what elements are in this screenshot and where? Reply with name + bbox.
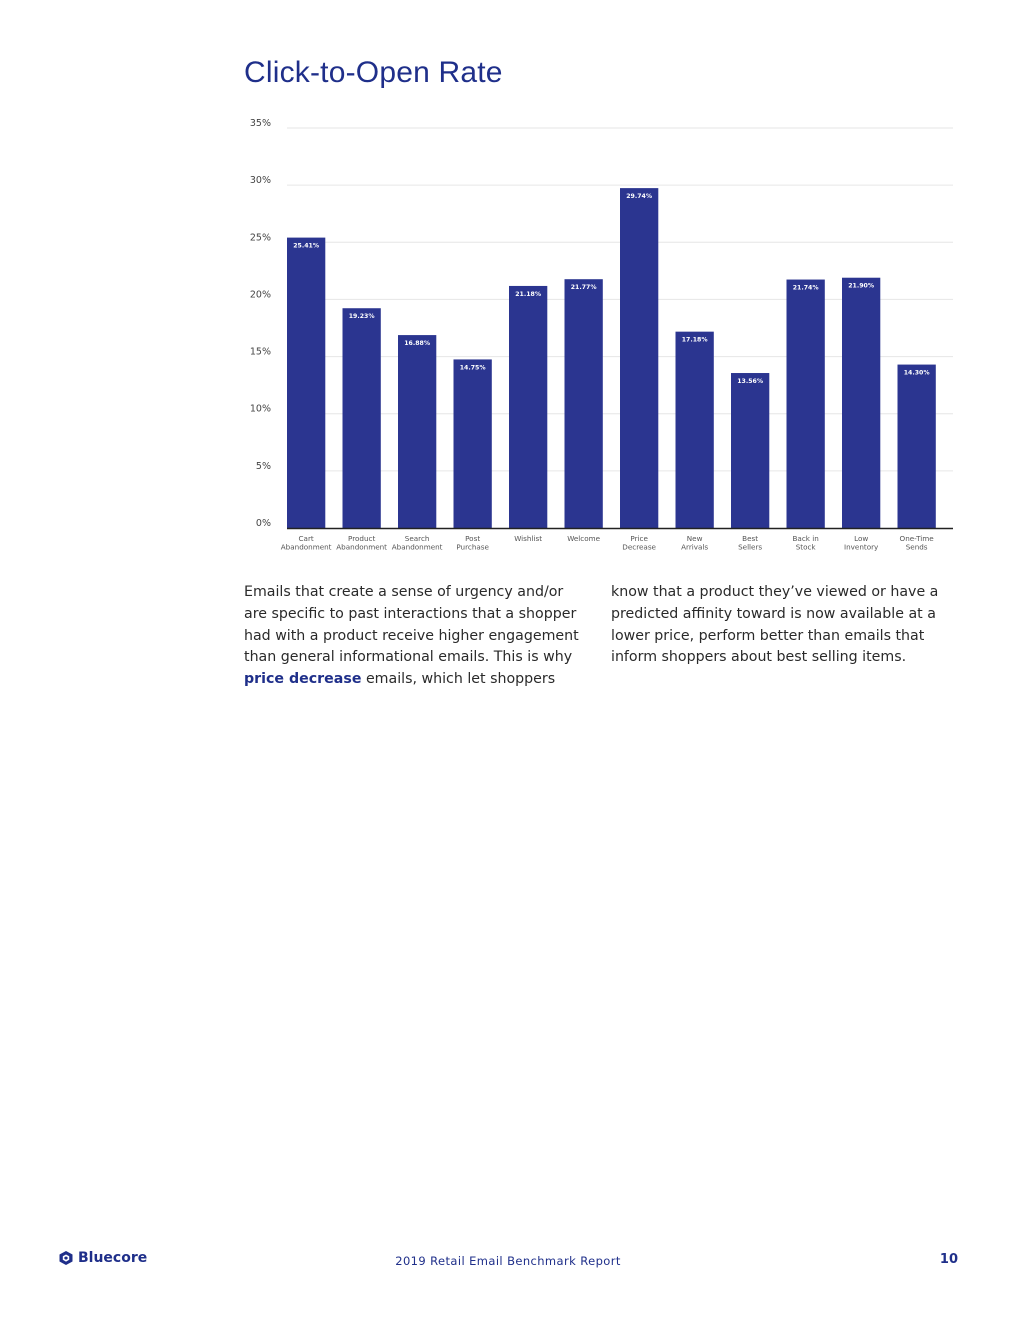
bar — [898, 365, 936, 528]
x-tick-label: Cart — [298, 534, 314, 543]
x-tick-label: Sellers — [738, 542, 763, 552]
x-tick-label: Low — [854, 534, 869, 543]
x-tick-label: New — [686, 534, 703, 543]
y-tick-label: 30% — [249, 175, 271, 187]
bar — [842, 278, 880, 528]
y-tick-label: 15% — [249, 346, 271, 358]
y-tick-label: 10% — [249, 403, 271, 415]
report-title: 2019 Retail Email Benchmark Report — [395, 1254, 621, 1268]
x-tick-label: Best — [742, 534, 759, 543]
data-label: 13.56% — [737, 378, 764, 386]
data-label: 17.18% — [681, 336, 708, 344]
page-title: Click-to-Open Rate — [244, 56, 503, 89]
bar — [620, 188, 658, 528]
y-tick-label: 0% — [255, 518, 271, 529]
x-tick-label: Search — [404, 534, 430, 543]
page-number: 10 — [939, 1252, 958, 1267]
bar — [343, 308, 381, 528]
bar — [676, 332, 714, 528]
x-tick-label: Inventory — [843, 542, 879, 552]
data-label: 21.18% — [515, 290, 542, 298]
x-tick-label: Product — [347, 534, 376, 543]
data-label: 16.88% — [404, 340, 431, 348]
bar — [731, 373, 769, 528]
bar — [565, 279, 603, 528]
x-tick-label: Abandonment — [280, 542, 332, 552]
data-label: 21.90% — [848, 282, 875, 290]
x-tick-label: Purchase — [456, 542, 489, 552]
x-tick-label: One-Time — [899, 534, 934, 543]
y-tick-label: 5% — [255, 460, 271, 472]
y-tick-label: 25% — [249, 232, 271, 244]
x-tick-label: Sends — [905, 542, 928, 552]
logo-text: Bluecore — [78, 1250, 148, 1266]
data-label: 29.74% — [626, 193, 653, 201]
bar — [398, 335, 436, 528]
x-tick-label: Post — [465, 534, 481, 543]
data-label: 14.75% — [459, 364, 486, 372]
bar — [287, 238, 325, 528]
data-label: 25.41% — [293, 242, 320, 250]
bar — [454, 359, 492, 528]
bar — [509, 286, 547, 528]
bar — [787, 280, 825, 528]
x-tick-label: Price — [630, 534, 648, 543]
bar-chart — [240, 112, 960, 562]
data-label: 19.23% — [348, 313, 375, 321]
body-text — [244, 582, 956, 691]
x-tick-label: Stock — [795, 542, 816, 552]
body-text-before: Emails that create a sense of urgency and/or are specific to past interactions that a shopper had with a product receive higher engagement than general informational emails. This is why — [244, 584, 579, 666]
x-tick-label: Arrivals — [681, 542, 709, 552]
x-tick-label: Back in — [792, 534, 819, 543]
price-decrease-highlight: price decrease — [244, 671, 362, 688]
x-tick-label: Welcome — [567, 534, 601, 543]
x-tick-label: Abandonment — [336, 542, 388, 552]
data-label: 21.74% — [792, 284, 819, 292]
body-text-after: emails, which let shoppers know that a product they’ve viewed or have a predicted affinity toward is now available at a lower price, perform better than emails that inform shoppers about best selling items. — [361, 584, 939, 688]
y-tick-label: 35% — [249, 118, 271, 129]
data-label: 21.77% — [570, 284, 597, 292]
y-tick-label: 20% — [249, 289, 271, 301]
x-tick-label: Decrease — [622, 542, 656, 552]
x-tick-label: Abandonment — [391, 542, 443, 552]
x-tick-label: Wishlist — [514, 534, 543, 543]
data-label: 14.30% — [903, 369, 930, 377]
